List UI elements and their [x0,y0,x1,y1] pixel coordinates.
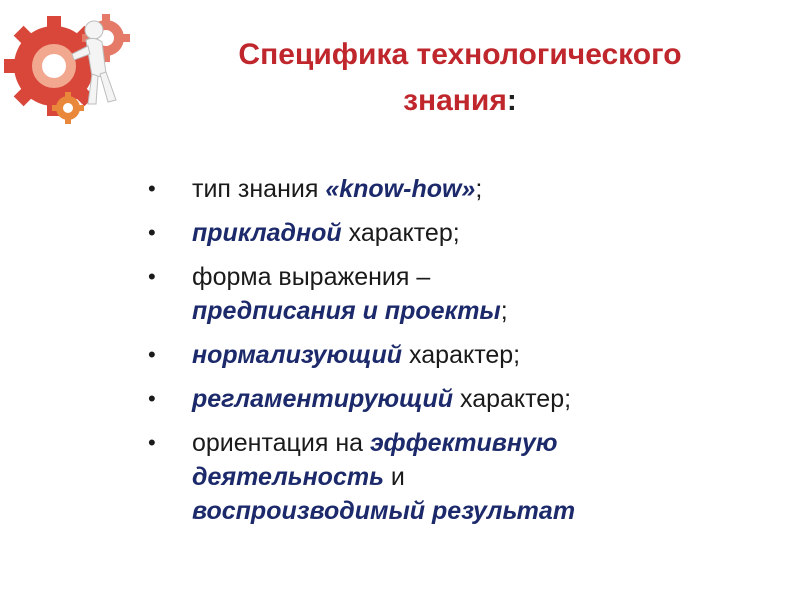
item-text: ; [475,175,483,203]
item-text: тип знания [192,175,326,203]
item-emphasis: прикладной [192,219,342,247]
slide-title [140,32,780,124]
gears-figure-icon [2,8,132,126]
list-item [148,216,748,250]
bullet-icon: • [148,386,156,411]
bullet-list [148,172,748,538]
list-item [148,426,748,528]
item-text: ориентация на [192,429,370,457]
bullet-icon: • [148,264,156,289]
bullet-icon: • [148,342,156,367]
list-item [148,382,748,416]
title-line-2: знания [403,84,507,117]
list-item [148,260,748,328]
title-colon: : [506,84,517,117]
list-item [148,338,748,372]
item-emphasis: воспроизводимый результат [192,497,576,525]
item-text: характер; [402,341,521,369]
item-text: характер; [453,385,572,413]
item-emphasis: нормализующий [192,341,403,369]
item-emphasis: «know-how» [325,175,476,203]
bullet-icon: • [148,176,156,201]
bullet-icon: • [148,430,156,455]
title-line-1: Специфика технологического [238,38,682,71]
item-text: и [383,463,405,491]
item-text: ; [500,297,508,325]
list-item [148,172,748,206]
item-text: форма выражения – [192,263,431,291]
item-text: характер; [341,219,460,247]
bullet-icon: • [148,220,156,245]
item-emphasis: эффективную деятельность [192,429,558,491]
item-emphasis: предписания и проекты [192,297,501,325]
item-emphasis: регламентирующий [192,385,454,413]
